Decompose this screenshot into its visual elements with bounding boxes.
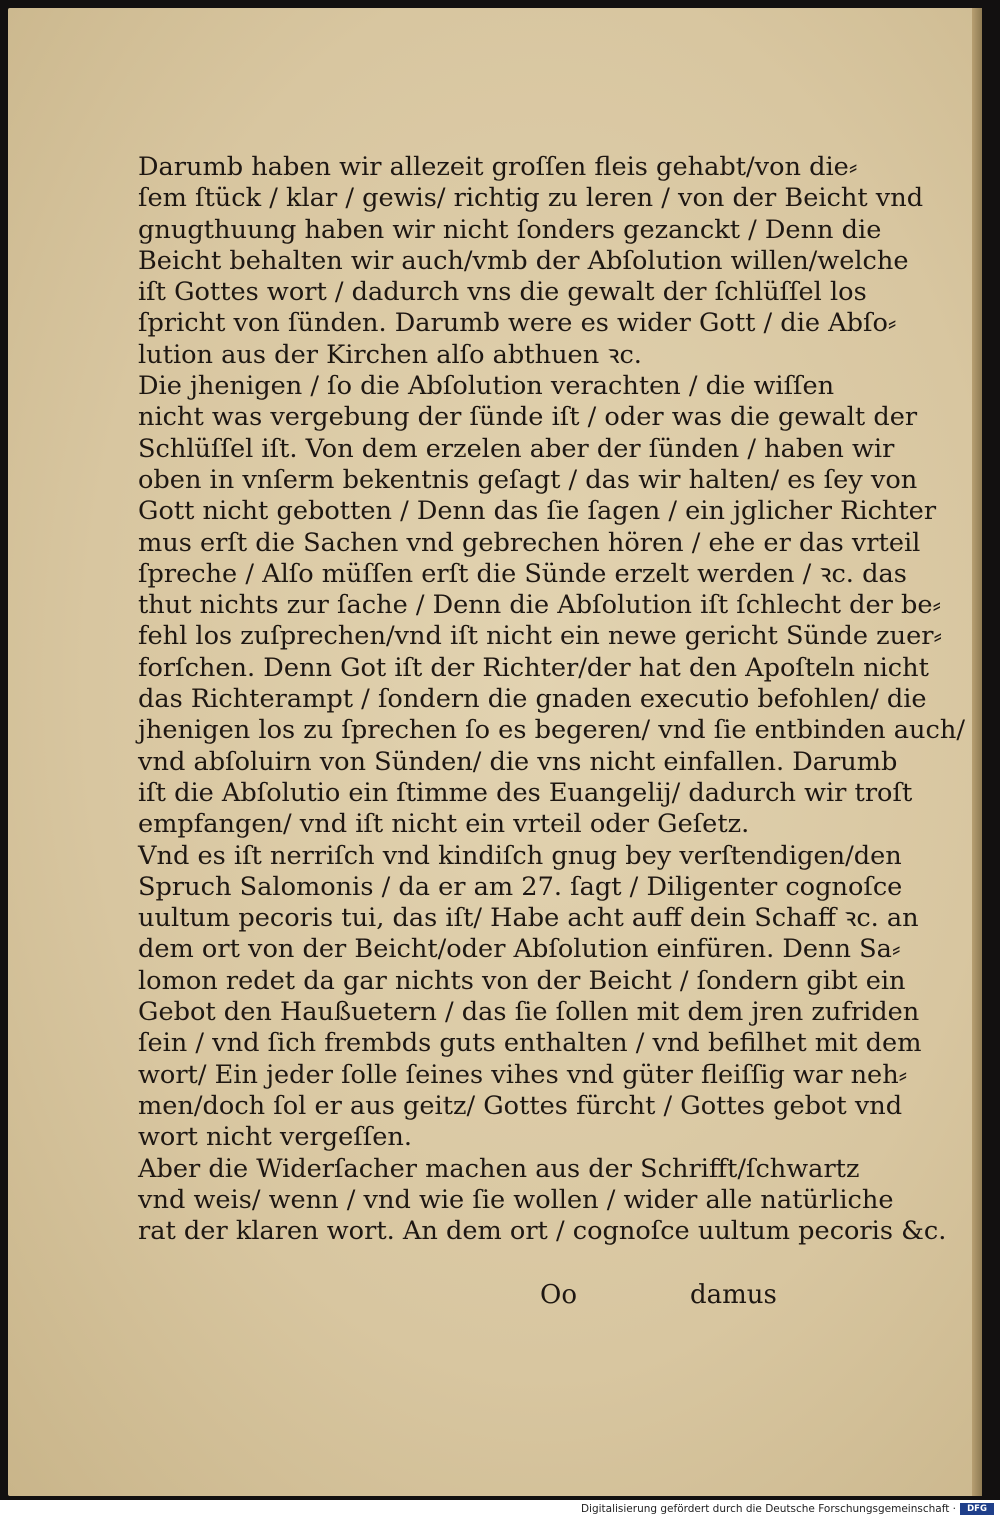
paragraph [68, 152, 924, 371]
text-line: lomon redet da gar nichts von der Beicht / ſondern gibt ein [138, 965, 906, 996]
text-line: thut nichts zur ſache / Denn die Abſolution iſt ſchlecht der be⸗ [138, 590, 942, 621]
text-line: gnugthuung haben wir nicht ſonders gezanckt / Denn die [138, 214, 882, 245]
text-line: empfangen/ vnd iſt nicht ein vrteil oder Geſetz. [138, 809, 750, 840]
text-line: Gebot den Haußuetern / das ſie ſollen mit dem jren zufriden [138, 997, 920, 1028]
text-line: Vnd es iſt nerriſch vnd kindiſch gnug bey verſtendigen/den [138, 840, 902, 871]
funding-note: Digitalisierung gefördert durch die Deutsche Forschungsgemeinschaft · [580, 1503, 956, 1515]
catchword: damus [690, 1280, 777, 1310]
text-line: vnd weis/ wenn / vnd wie ſie wollen / wider alle natürliche [138, 1184, 894, 1215]
text-line: Spruch Salomonis / da er am 27. ſagt / Diligenter cognoſce [138, 871, 903, 902]
text-line: Aber die Widerſacher machen aus der Schrifft/ſchwartz [138, 1153, 860, 1184]
text-line: oben in vnſerm bekentnis geſagt / das wir halten/ es ſey von [138, 464, 918, 495]
text-line: dem ort von der Beicht/oder Abſolution einfüren. Denn Sa⸗ [138, 934, 901, 965]
text-line: ſein / vnd ſich frembds guts enthalten / vnd befilhet mit dem [138, 1028, 922, 1059]
text-line: lution aus der Kirchen alſo abthuen ꝛc. [138, 339, 642, 370]
text-line: ſem ſtück / klar / gewis/ richtig zu leren / von der Beicht vnd [138, 183, 924, 214]
text-line: vnd abſoluirn von Sünden/ die vns nicht einfallen. Darumb [138, 746, 898, 777]
text-line: ſpreche / Alſo müſſen erſt die Sünde erzelt werden / ꝛc. das [138, 558, 907, 589]
text-line: forſchen. Denn Got iſt der Richter/der hat den Apoſteln nicht [138, 652, 929, 683]
digitization-footer [0, 1500, 1000, 1518]
text-line: iſt Gottes wort / dadurch vns die gewalt der ſchlüſſel los [138, 277, 867, 308]
text-line: mus erſt die Sachen vnd gebrechen hören / ehe er das vrteil [138, 527, 921, 558]
text-line: iſt die Abſolutio ein ſtimme des Euangelij/ dadurch wir troſt [138, 777, 913, 808]
text-line: Schlüſſel iſt. Von dem erzelen aber der ſünden / haben wir [138, 433, 895, 464]
text-line: Darumb haben wir allezeit groſſen fleis gehabt/von die⸗ [138, 152, 858, 182]
paragraph [68, 1153, 947, 1248]
text-line: nicht was vergebung der ſünde iſt / oder was die gewalt der [138, 402, 918, 433]
paragraph [68, 840, 922, 1154]
text-line: wort nicht vergeſſen. [138, 1122, 412, 1153]
text-line: uultum pecoris tui, das iſt/ Habe acht auff dein Schaff ꝛc. an [138, 903, 919, 934]
body-text [68, 152, 965, 1247]
text-line: fehl los zuſprechen/vnd iſt nicht ein newe gericht Sünde zuer⸗ [138, 621, 943, 652]
text-line: Die jhenigen / ſo die Abſolution verachten / die wiſſen [138, 371, 835, 402]
text-line: jhenigen los zu ſprechen ſo es begeren/ vnd ſie entbinden auch/ [138, 715, 965, 746]
text-line: Gott nicht gebotten / Denn das ſie ſagen / ein jglicher Richter [138, 496, 937, 527]
text-line: das Richterampt / ſondern die gnaden executio befohlen/ die [138, 684, 927, 715]
paragraph [68, 371, 965, 840]
signature-mark: Oo [540, 1280, 577, 1310]
text-line: men/doch ſol er aus geitz/ Gottes fürcht / Gottes gebot vnd [138, 1090, 903, 1121]
text-line: Beicht behalten wir auch/vmb der Abſolution willen/welche [138, 245, 909, 276]
text-line: wort/ Ein jeder ſolle ſeines vihes vnd güter fleiſſig war neh⸗ [138, 1059, 908, 1090]
page-edge-shadow [972, 8, 982, 1496]
text-line: ſpricht von ſünden. Darumb were es wider Gott / die Abſo⸗ [138, 308, 897, 339]
dfg-logo-icon: DFG [960, 1503, 994, 1515]
text-line: rat der klaren wort. An dem ort / cognoſce uultum pecoris &c. [138, 1216, 947, 1247]
